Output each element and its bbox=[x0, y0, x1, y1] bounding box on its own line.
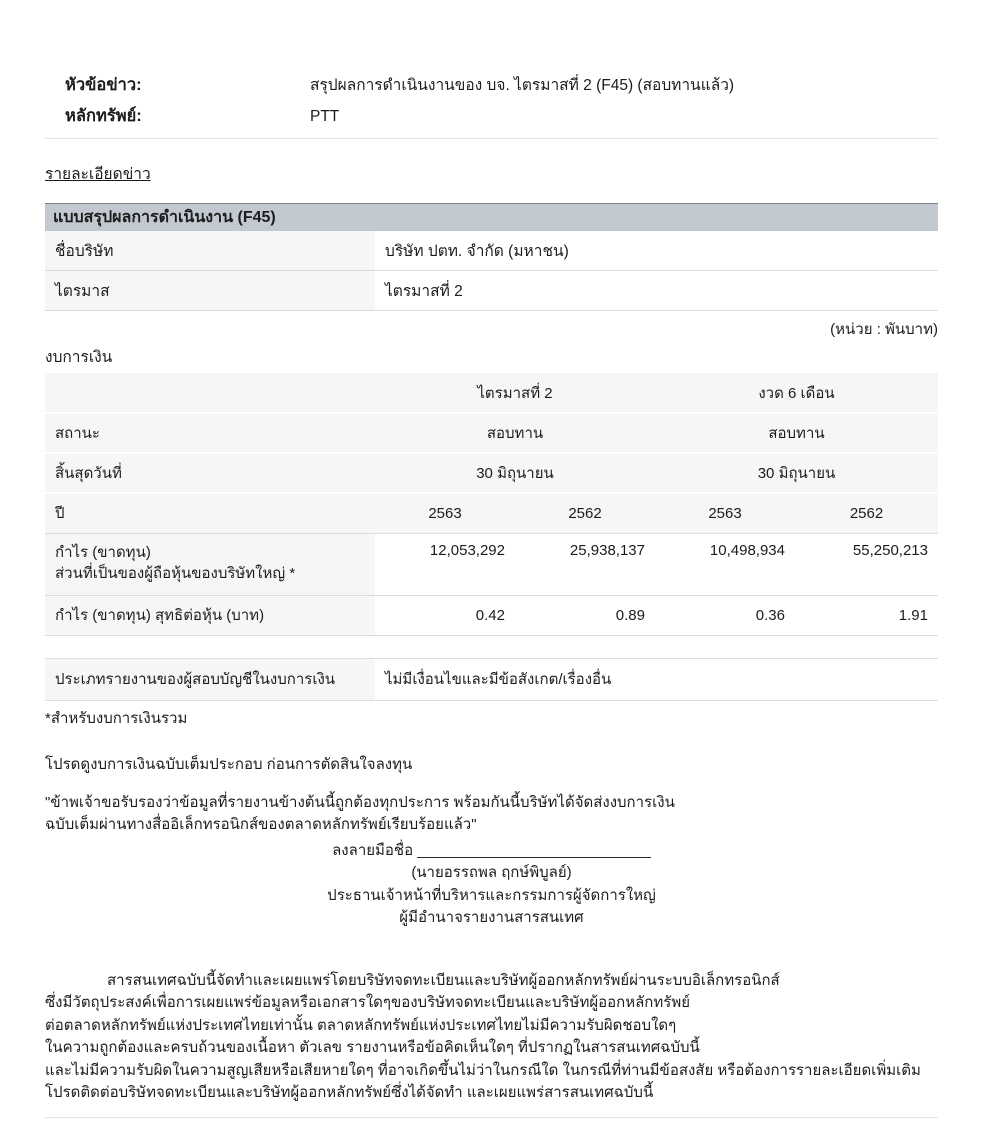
signature-line-row bbox=[45, 840, 938, 863]
news-meta-block bbox=[45, 0, 938, 132]
profit-label bbox=[45, 533, 375, 595]
disclaimer-paragraph bbox=[45, 970, 938, 1105]
profit-q-current: 12,053,292 bbox=[375, 533, 515, 595]
profit-6m-current: 10,498,934 bbox=[655, 533, 795, 595]
certification-line1: "ข้าพเจ้าขอรับรองว่าข้อมูลที่รายงานข้างต้นนี้ถูกต้องทุกประการ พร้อมกันนี้บริษัทได้จัดส่งงบการเงิน bbox=[45, 793, 675, 811]
status-6month-value: สอบทาน bbox=[655, 413, 938, 453]
profit-label-line1: กำไร (ขาดทุน) bbox=[55, 543, 151, 561]
year-6m-previous: 2562 bbox=[795, 493, 938, 533]
news-topic-label: หัวข้อข่าว: bbox=[65, 76, 142, 94]
disclaimer-line-6: โปรดติดต่อบริษัทจดทะเบียนและบริษัทผู้ออกหลักทรัพย์ซึ่งได้จัดทำ และเผยแพร่สารสนเทศฉบับนี้ bbox=[45, 1084, 654, 1101]
eps-6m-current: 0.36 bbox=[655, 595, 795, 635]
year-q-current: 2563 bbox=[375, 493, 515, 533]
top-divider bbox=[45, 138, 938, 139]
disclaimer-line-4: ในความถูกต้องและครบถ้วนของเนื้อหา ตัวเลข รายงานหรือข้อคิดเห็นใดๆ ที่ปรากฏในสารสนเทศฉบับนี้ bbox=[45, 1039, 700, 1056]
end-date-label: สิ้นสุดวันที่ bbox=[45, 453, 375, 493]
security-value: PTT bbox=[310, 108, 340, 125]
investment-advice: โปรดดูงบการเงินฉบับเต็มประกอบ ก่อนการตัดสินใจลงทุน bbox=[45, 755, 413, 773]
period-6month-header: งวด 6 เดือน bbox=[655, 373, 938, 413]
news-detail-heading: รายละเอียดข่าว bbox=[45, 166, 151, 183]
year-label: ปี bbox=[45, 493, 375, 533]
year-row bbox=[45, 493, 938, 533]
profit-row bbox=[45, 533, 938, 595]
quarter-row bbox=[45, 271, 938, 311]
signer-name: (นายอรรถพล ฤกษ์พิบูลย์) bbox=[411, 864, 572, 881]
eps-row bbox=[45, 595, 938, 635]
signer-position: ประธานเจ้าหน้าที่บริหารและกรรมการผู้จัดการใหญ่ bbox=[327, 886, 656, 904]
eps-label: กำไร (ขาดทุน) สุทธิต่อหุ้น (บาท) bbox=[45, 595, 375, 635]
signer-authority: ผู้มีอำนาจรายงานสารสนเทศ bbox=[399, 909, 584, 926]
disclaimer-line-2: ซึ่งมีวัตถุประสงค์เพื่อการเผยแพร่ข้อมูลหรือเอกสารใดๆของบริษัทจดทะเบียนและบริษัทผู้ออกหลักทรัพย์ bbox=[45, 994, 691, 1011]
end-date-quarter-value: 30 มิถุนายน bbox=[375, 453, 655, 493]
status-quarter-value: สอบทาน bbox=[375, 413, 655, 453]
disclaimer-line-3: ต่อตลาดหลักทรัพย์แห่งประเทศไทยเท่านั้น ตลาดหลักทรัพย์แห่งประเทศไทยไม่มีความรับผิดชอบใดๆ bbox=[45, 1016, 677, 1034]
signature-line: ____________________________ bbox=[417, 841, 651, 859]
auditor-report-table bbox=[45, 658, 938, 701]
security-row bbox=[65, 101, 938, 132]
auditor-report-value: ไม่มีเงื่อนไขและมีข้อสังเกต/เรื่องอื่น bbox=[375, 658, 938, 700]
quarter-label: ไตรมาส bbox=[45, 271, 375, 311]
news-topic-row bbox=[65, 70, 938, 101]
period-header-row bbox=[45, 373, 938, 413]
eps-6m-previous: 1.91 bbox=[795, 595, 938, 635]
auditor-report-row bbox=[45, 658, 938, 700]
bottom-divider bbox=[45, 1117, 938, 1118]
news-topic-value: สรุปผลการดำเนินงานของ บจ. ไตรมาสที่ 2 (F45) (สอบทานแล้ว) bbox=[310, 77, 735, 94]
consolidated-footnote: *สำหรับงบการเงินรวม bbox=[45, 709, 188, 727]
status-label: สถานะ bbox=[45, 413, 375, 453]
signature-label: ลงลายมือชื่อ bbox=[332, 841, 414, 859]
year-q-previous: 2562 bbox=[515, 493, 655, 533]
period-header-spacer bbox=[45, 373, 375, 413]
eps-q-previous: 0.89 bbox=[515, 595, 655, 635]
certification-line2: ฉบับเต็มผ่านทางสื่ออิเล็กทรอนิกส์ของตลาดหลักทรัพย์เรียบร้อยแล้ว" bbox=[45, 815, 477, 833]
profit-q-previous: 25,938,137 bbox=[515, 533, 655, 595]
year-6m-current: 2563 bbox=[655, 493, 795, 533]
f45-summary-table bbox=[45, 203, 938, 311]
status-row bbox=[45, 413, 938, 453]
unit-note: (หน่วย : พันบาท) bbox=[830, 321, 938, 338]
f45-title-bar bbox=[45, 204, 938, 231]
financial-table bbox=[45, 373, 938, 636]
signature-block bbox=[45, 840, 938, 930]
period-quarter-header: ไตรมาสที่ 2 bbox=[375, 373, 655, 413]
disclaimer-line-1: สารสนเทศฉบับนี้จัดทำและเผยแพร่โดยบริษัทจดทะเบียนและบริษัทผู้ออกหลักทรัพย์ผ่านระบบอิเล็กทรอนิกส์ bbox=[107, 971, 780, 989]
company-name-value: บริษัท ปตท. จำกัด (มหาชน) bbox=[375, 231, 938, 271]
f45-title: แบบสรุปผลการดำเนินงาน (F45) bbox=[45, 204, 938, 231]
profit-label-line2: ส่วนที่เป็นของผู้ถือหุ้นของบริษัทใหญ่ * bbox=[55, 564, 296, 582]
certification-statement bbox=[45, 792, 938, 836]
end-date-row bbox=[45, 453, 938, 493]
security-label: หลักทรัพย์: bbox=[65, 107, 142, 125]
eps-q-current: 0.42 bbox=[375, 595, 515, 635]
financial-statement-heading: งบการเงิน bbox=[45, 349, 113, 366]
auditor-report-label: ประเภทรายงานของผู้สอบบัญชีในงบการเงิน bbox=[45, 658, 375, 700]
quarter-value: ไตรมาสที่ 2 bbox=[375, 271, 938, 311]
end-date-6month-value: 30 มิถุนายน bbox=[655, 453, 938, 493]
disclaimer-line-5: และไม่มีความรับผิดในความสูญเสียหรือเสียหายใดๆ ที่อาจเกิดขึ้นไม่ว่าในกรณีใด ในกรณีที่ท่านมีข้อสงสัย หรือต้องการรายละเอียดเพิ่มเติม bbox=[45, 1061, 921, 1079]
company-row bbox=[45, 231, 938, 271]
profit-6m-previous: 55,250,213 bbox=[795, 533, 938, 595]
company-name-label: ชื่อบริษัท bbox=[45, 231, 375, 271]
